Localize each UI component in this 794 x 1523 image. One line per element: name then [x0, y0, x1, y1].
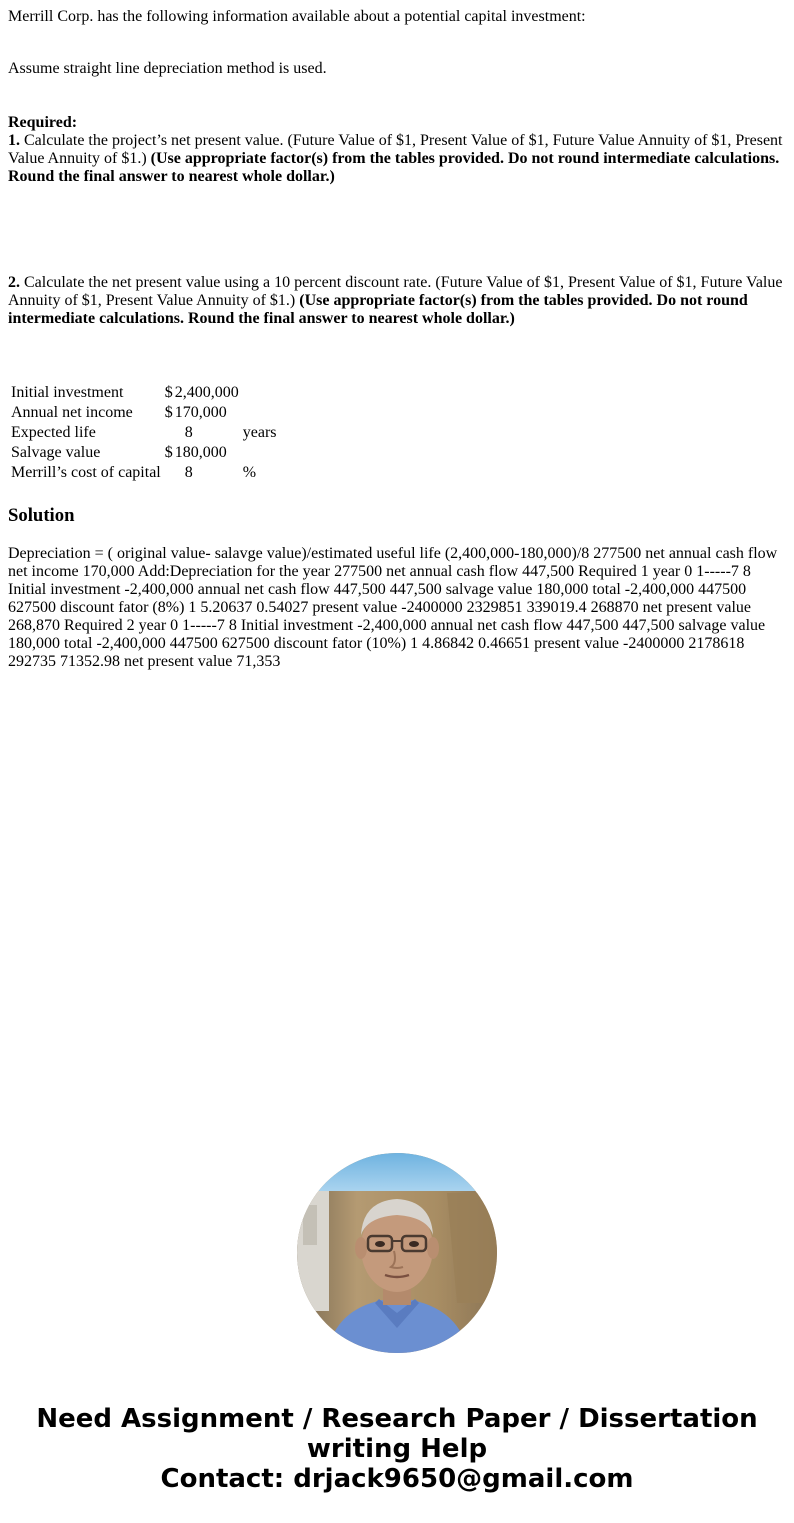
table-row — [10, 404, 278, 422]
promo-banner — [0, 1404, 794, 1494]
row-label: Initial investment — [11, 384, 124, 401]
row-value: 2,400,000 — [174, 384, 239, 401]
row-value: 170,000 — [174, 404, 227, 421]
required-heading: Required: — [8, 114, 78, 131]
row-value: 8 — [184, 464, 193, 481]
row-currency — [164, 464, 173, 482]
row-unit: years — [242, 424, 277, 441]
table-row — [10, 384, 278, 402]
row-unit — [242, 404, 278, 422]
requirement-1-instructions: (Use appropriate factor(s) from the tables provided. Do not round intermediate calculations. Round the final answer to nearest whole dollar.) — [8, 150, 780, 185]
solution-text: Depreciation = ( original value- salavge value)/estimated useful life (2,400,000-180,000)/8 277500 net annual cash flow net income 170,000 Add:Depreciation for the year 277500 net annual cash flow 447,500 Required 1 year 0 1-----7 8 Initial investment -2,400,000 annual net cash flow 447,500 447,500 salvage value 180,000 total -2,400,000 447500 627500 discount fator (8%) 1 5.20637 0.54027 present value -2400000 2329851 339019.4 268870 net present value 268,870 Required 2 year 0 1-----7 8 Initial investment -2,400,000 annual net cash flow 447,500 447,500 salvage value 180,000 total -2,400,000 447500 627500 discount fator (10%) 1 4.86842 0.46651 present value -2400000 2178618 292735 71352.98 net present value 71,353 — [8, 545, 778, 670]
requirement-1 — [8, 132, 786, 186]
table-row — [10, 464, 278, 482]
row-currency: $ — [164, 384, 173, 401]
investment-info-table — [8, 382, 280, 484]
person-photo-icon — [297, 1153, 497, 1353]
question-intro: Merrill Corp. has the following information available about a potential capital investment: — [8, 8, 586, 25]
requirement-1-text: Calculate the project’s net present value. (Future Value of $1, Present Value of $1, Future Value Annuity of $1, Present Value Annuity of $1.) — [8, 132, 783, 167]
row-label: Merrill’s cost of capital — [11, 464, 161, 481]
row-value: 180,000 — [174, 444, 227, 461]
promo-contact: Contact: drjack9650@gmail.com — [160, 1464, 634, 1494]
avatar — [297, 1153, 497, 1353]
requirement-2-number: 2. — [8, 274, 20, 291]
table-row — [10, 444, 278, 462]
promo-line-1: Need Assignment / Research Paper / Dissertation — [36, 1404, 758, 1434]
requirement-1-number: 1. — [8, 132, 20, 149]
promo-line-2: writing Help — [306, 1434, 488, 1464]
row-currency — [164, 424, 173, 442]
requirement-2 — [8, 274, 786, 328]
requirement-2-instructions: (Use appropriate factor(s) from the tables provided. Do not round intermediate calculations. Round the final answer to nearest whole dollar.) — [8, 292, 748, 327]
requirement-2-text: Calculate the net present value using a 10 percent discount rate. (Future Value of $1, Present Value of $1, Future Value Annuity of $1, Present Value Annuity of $1.) — [8, 274, 783, 309]
row-label: Salvage value — [11, 444, 101, 461]
row-value: 8 — [184, 424, 193, 441]
table-row — [10, 424, 278, 442]
row-currency: $ — [164, 444, 173, 461]
question-assumption: Assume straight line depreciation method is used. — [8, 60, 327, 77]
row-unit — [242, 444, 278, 462]
row-label: Annual net income — [11, 404, 133, 421]
row-unit: % — [242, 464, 257, 481]
row-unit — [242, 384, 278, 402]
row-label: Expected life — [11, 424, 96, 441]
row-currency: $ — [164, 404, 173, 421]
solution-heading: Solution — [8, 505, 75, 526]
